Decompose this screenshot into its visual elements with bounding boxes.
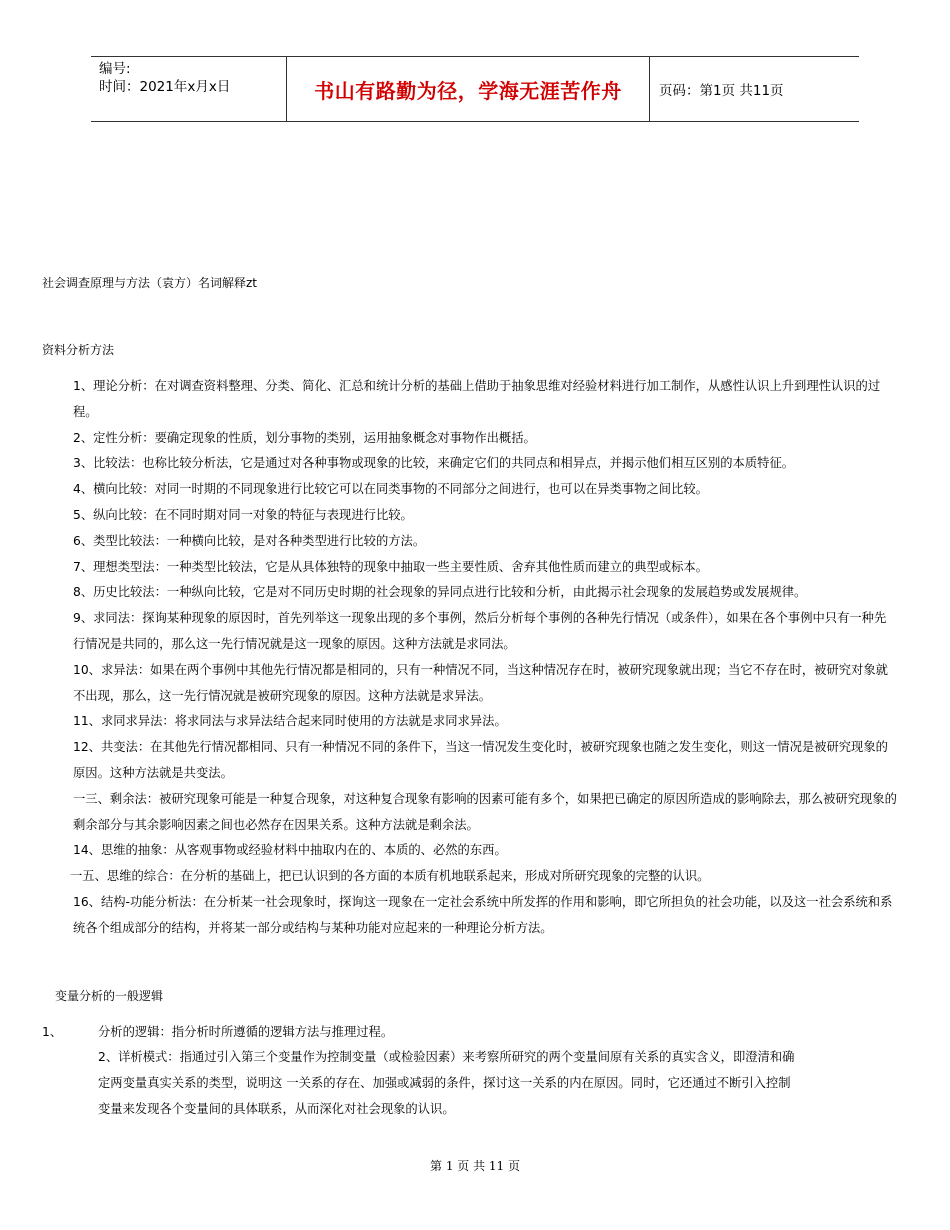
definition-item: 5、纵向比较：在不同时期对同一对象的特征与表现进行比较。	[73, 507, 413, 522]
definition-list	[70, 374, 897, 942]
definition-item: 6、类型比较法：一种横向比较，是对各种类型进行比较的方法。	[73, 533, 426, 548]
header-motto: 书山有路勤为径，学海无涯苦作舟	[286, 57, 650, 121]
definition-item: 7、理想类型法：一种类型比较法，它是从具体独特的现象中抽取一些主要性质、舍弃其他性质而建立的典型或标本。	[73, 559, 708, 574]
definition-item: 14、思维的抽象：从客观事物或经验材料中抽取内在的、本质的、必然的东西。	[73, 843, 507, 858]
definition-item: 4、横向比较：对同一时期的不同现象进行比较它可以在同类事物的不同部分之间进行，也可以在异类事物之间比较。	[73, 482, 708, 497]
definition-item: 8、历史比较法：一种纵向比较，它是对不同历史时期的社会现象的异同点进行比较和分析，由此揭示社会现象的发展趋势或发展规律。	[73, 585, 807, 600]
definition-item: 一五、思维的综合：在分析的基础上，把已认识到的各方面的本质有机地联系起来，形成对所研究现象的完整的认识。	[70, 869, 710, 884]
detail-line: 变量来发现各个变量间的具体联系，从而深化对社会现象的认识。	[98, 1101, 455, 1116]
document-title: 社会调查原理与方法（袁方）名词解释zt	[42, 276, 258, 290]
logic-text: 分析的逻辑：指分析时所遵循的逻辑方法与推理过程。	[98, 1025, 394, 1039]
definition-item: 16、结构-功能分析法：在分析某一社会现象时，探询这一现象在一定社会系统中所发挥的作用和影响，即它所担负的社会功能，以及这一社会系统和系统各个组成部分的结构，并将某一部分或结构与某种功能对应起来的一种理论分析方法。	[73, 894, 893, 935]
definition-item: 11、求同求异法：将求同法与求异法结合起来同时使用的方法就是求同求异法。	[73, 714, 507, 729]
page-footer: 第 1 页 共 11 页	[430, 1159, 520, 1173]
header-meta	[91, 57, 286, 121]
definition-item: 10、求异法：如果在两个事例中其他先行情况都是相同的，只有一种情况不同，当这种情况存在时，被研究现象就出现；当它不存在时，被研究对象就不出现，那么，这一先行情况就是被研究现象的原因。这种方法就是求异法。	[73, 662, 888, 703]
detail-line: 2、详析模式：指通过引入第三个变量作为控制变量（或检验因素）来考察所研究的两个变量间原有关系的真实含义，即澄清和确	[98, 1050, 795, 1064]
page-header	[91, 56, 859, 122]
definition-item: 2、定性分析：要确定现象的性质，划分事物的类别，运用抽象概念对事物作出概括。	[73, 430, 536, 445]
definition-item: 1、理论分析：在对调查资料整理、分类、简化、汇总和统计分析的基础上借助于抽象思维对经验材料进行加工制作，从感性认识上升到理性认识的过程。	[73, 379, 881, 419]
number-label: 编号:	[99, 61, 131, 77]
definition-item: 一三、剩余法：被研究现象可能是一种复合现象，对这种复合现象有影响的因素可能有多个，如果把已确定的原因所造成的影响除去，那么被研究现象的剩余部分与其余影响因素之间也必然存在因果关系。这种方法就是剩余法。	[73, 791, 897, 832]
section-heading-variable-analysis: 变量分析的一般逻辑	[55, 989, 164, 1003]
definition-item: 3、比较法：也称比较分析法，它是通过对各种事物或现象的比较，来确定它们的共同点和相异点，并揭示他们相互区别的本质特征。	[73, 456, 795, 471]
elaboration-model-definition	[98, 1045, 888, 1122]
detail-line: 定两变量真实关系的类型，说明这 一关系的存在、加强或减弱的条件，探讨这一关系的内在原因。同时，它还通过不断引入控制	[98, 1075, 791, 1090]
definition-item: 12、共变法：在其他先行情况都相同、只有一种情况不同的条件下，当这一情况发生变化时，被研究现象也随之发生变化，则这一情况是被研究现象的原因。这种方法就是共变法。	[73, 740, 888, 780]
time-label: 时间：2021年x月x日	[99, 79, 231, 95]
section-heading-analysis-methods: 资料分析方法	[42, 343, 115, 357]
header-page-info: 页码：第1页 共11页	[659, 83, 784, 99]
definition-item: 9、求同法：探询某种现象的原因时，首先列举这一现象出现的多个事例，然后分析每个事例的各种先行情况（或条件），如果在各个事例中只有一种先行情况是共同的，那么这一先行情况就是这一现象的原因。这种方法就是求同法。	[73, 611, 887, 651]
logic-number: 1、	[42, 1025, 63, 1039]
